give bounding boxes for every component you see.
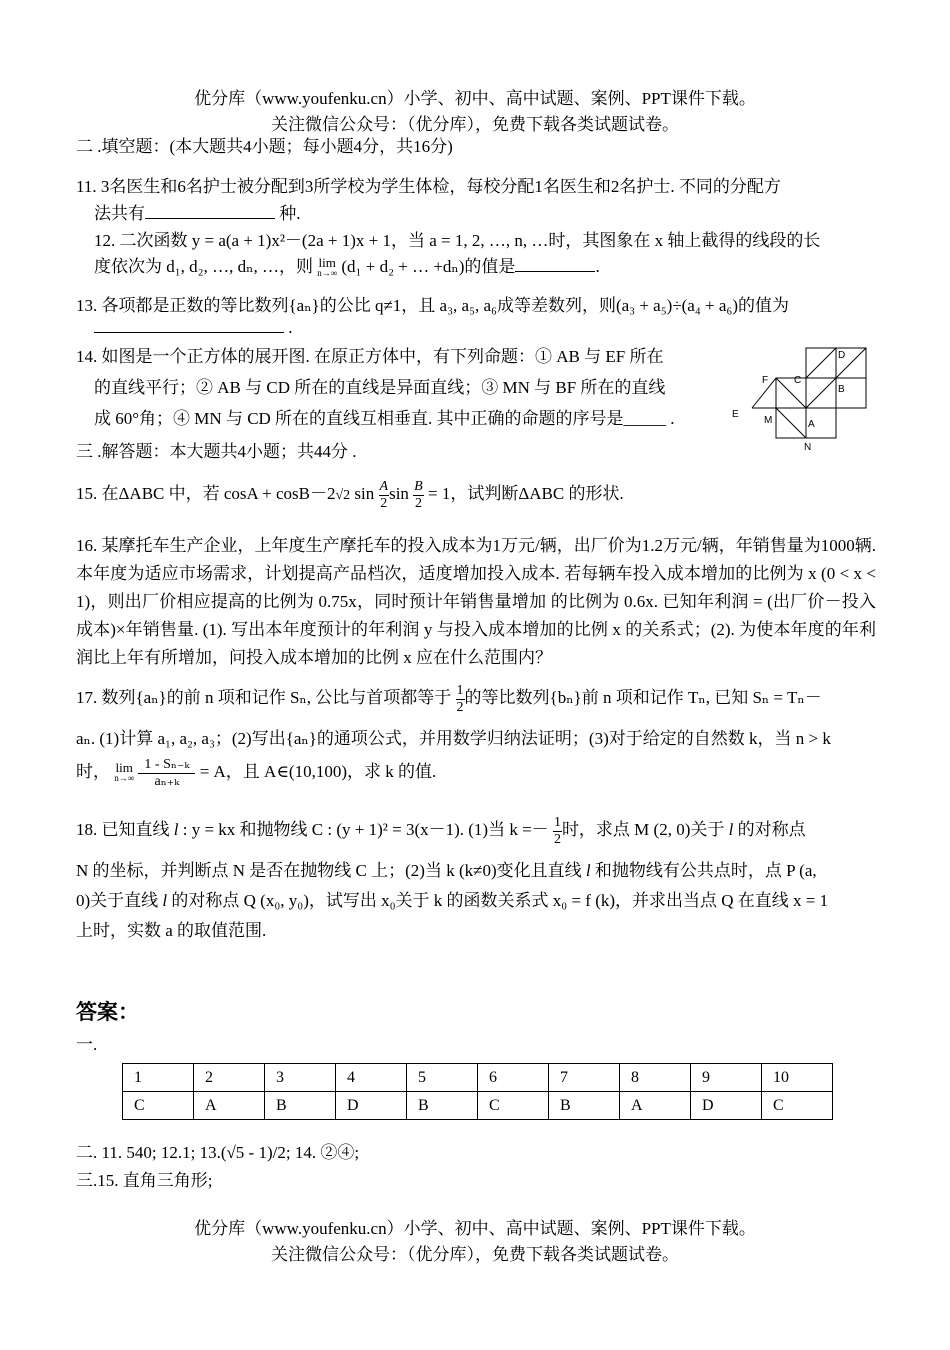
q15-sin-2: sin (389, 484, 409, 503)
q12-line-2 (94, 252, 600, 279)
label-a: A (808, 419, 815, 430)
answer-num-cell: 8 (620, 1064, 691, 1092)
answer-num-cell: 10 (762, 1064, 833, 1092)
q12-text-a: 度依次为 d₁, d₂, …, dₙ, …，则 (94, 257, 313, 276)
q17-limit (114, 762, 134, 784)
answer-value-cell: D (691, 1092, 762, 1120)
answers-part-3: 三.15. 直角三角形; (76, 1171, 213, 1190)
q15-text-a: 15. 在ΔABC 中，若 cosA + cosB－2 (76, 484, 336, 503)
q17-text-d: = A，且 A∈(10,100)，求 k 的值. (195, 762, 437, 781)
q11-text-a: 法共有 (94, 204, 145, 223)
label-c: C (794, 375, 802, 386)
q18-line-1 (76, 810, 806, 850)
q17-frac-den: aₙ₊ₖ (154, 773, 180, 789)
answer-value-cell: B (549, 1092, 620, 1120)
header-line-1: 优分库（www.youfenku.cn）小学、初中、高中试题、案例、PPT课件下载。 (194, 89, 756, 108)
q18-text-c: 时，求点 M (2, 0)关于 (561, 820, 729, 839)
q11-blank (145, 204, 275, 219)
q15-text-b: = 1，试判断ΔABC 的形状. (423, 484, 624, 503)
q18-line-2 (76, 856, 817, 881)
answers-row-numbers (123, 1064, 833, 1092)
q17-line-3 (76, 752, 436, 792)
answer-value-cell: A (620, 1092, 691, 1120)
answer-num-cell: 6 (478, 1064, 549, 1092)
q17-frac-num: 1 - Sₙ₋ₖ (138, 757, 195, 774)
label-e: E (732, 409, 739, 420)
answer-num-cell: 7 (549, 1064, 620, 1092)
q15-sqrt: √2 (335, 488, 351, 503)
footer-line-1: 优分库（www.youfenku.cn）小学、初中、高中试题、案例、PPT课件下载。 (194, 1219, 756, 1238)
label-m: M (764, 415, 773, 426)
label-f: F (762, 375, 769, 386)
q12-lim-word: lim (318, 255, 336, 271)
q17-lim-sub: n→∞ (114, 773, 135, 784)
q17-half-den: 2 (456, 699, 464, 715)
q13-line-2 (94, 318, 293, 338)
cube-net-figure (728, 344, 878, 456)
q18-text-f: 和抛物线有公共点时，点 P (a, (590, 861, 817, 880)
q18-line-3 (76, 886, 828, 911)
q14-line-2: 的直线平行；② AB 与 CD 所在的直线是异面直线；③ MN 与 BF 所在的直线 (94, 378, 666, 397)
q15-frac-a (379, 479, 390, 512)
q18-l-4: l (162, 891, 168, 910)
answer-num-cell: 2 (194, 1064, 265, 1092)
q18-l-3: l (585, 861, 591, 880)
q18-text-a: 18. 已知直线 (76, 820, 174, 839)
q17-text-c: 时， (76, 762, 110, 781)
section-2-title: 二 .填空题：(本大题共4小题；每小题4分，共16分) (76, 137, 453, 156)
label-d: D (838, 350, 846, 361)
answers-table (122, 1063, 833, 1120)
q15-frac-b-num: B (414, 478, 423, 494)
q17-text-a: 17. 数列{aₙ}的前 n 项和记作 Sₙ, 公比与首项都等于 (76, 688, 452, 707)
answer-value-cell: B (407, 1092, 478, 1120)
q15-frac-a-den: 2 (380, 495, 388, 511)
q17-lim-word: lim (115, 760, 133, 776)
q14-line-1: 14. 如图是一个正方体的展开图. 在原正方体中，有下列命题：① AB 与 EF 所在 (76, 347, 664, 366)
q11-text-b: 种. (275, 204, 301, 223)
q17-half (456, 683, 465, 716)
q12-lim-sub: n→∞ (317, 268, 338, 279)
label-n: N (804, 442, 812, 453)
q18-half (553, 815, 562, 848)
q12-blank (515, 257, 595, 272)
q18-l-2: l (728, 820, 734, 839)
section-3-title: 三 .解答题：本大题共4小题；共44分 . (76, 442, 357, 461)
q13-text: . (284, 318, 293, 337)
answers-part-2: 二. 11. 540; 12.1; 13.(√5 - 1)/2; 14. ②④; (76, 1143, 360, 1162)
q17-line-1 (76, 678, 822, 718)
answer-num-cell: 4 (336, 1064, 407, 1092)
answer-value-cell: C (478, 1092, 549, 1120)
q12-text-c: . (595, 257, 600, 276)
q17-half-num: 1 (456, 682, 464, 698)
q15-frac-b (413, 479, 424, 512)
q18-text-b: : y = kx 和抛物线 C : (y + 1)² = 3(x－1). (1)当 k =－ (178, 820, 549, 839)
answer-value-cell: B (265, 1092, 336, 1120)
q12-text-b: (d₁ + d₂ + … +dₙ)的值是 (341, 257, 516, 276)
answers-part-1: 一. (76, 1035, 98, 1054)
q17-text-b: 的等比数列{bₙ}前 n 项和记作 Tₙ, 已知 Sₙ = Tₙ－ (464, 688, 822, 707)
label-b: B (838, 384, 845, 395)
answer-num-cell: 9 (691, 1064, 762, 1092)
q18-text-e: N 的坐标，并判断点 N 是否在抛物线 C 上；(2)当 k (k≠0)变化且直线 (76, 861, 586, 880)
answers-row-values (123, 1092, 833, 1120)
q15-frac-a-num: A (379, 478, 389, 494)
answers-title: 答案： (76, 1001, 139, 1024)
q18-text-d: 的对称点 (733, 820, 806, 839)
q18-half-den: 2 (553, 831, 561, 847)
q11-line-1: 11. 3名医生和6名护士被分配到3所学校为学生体检，每校分配1名医生和2名护士. 不同的分配方 (76, 177, 781, 196)
answer-value-cell: D (336, 1092, 407, 1120)
answer-num-cell: 3 (265, 1064, 336, 1092)
q17-fraction (138, 757, 195, 790)
q12-limit (317, 257, 337, 279)
q12-line-1: 12. 二次函数 y = a(a + 1)x²－(2a + 1)x + 1，当 a = 1, 2, …, n, …时，其图象在 x 轴上截得的线段的长 (94, 231, 821, 250)
q18-text-h: 的对称点 Q (x₀, y₀)，试写出 x₀关于 k 的函数关系式 x₀ = f (k)，并求出当点 Q 在直线 x = 1 (167, 891, 829, 910)
q13-blank (94, 318, 284, 333)
answer-value-cell: C (123, 1092, 194, 1120)
q17-line-2: aₙ. (1)计算 a₁, a₂, a₃；(2)写出{aₙ}的通项公式，并用数学归纳法证明；(3)对于给定的自然数 k，当 n > k (76, 729, 831, 748)
q13-line-1: 13. 各项都是正数的等比数列{aₙ}的公比 q≠1，且 a₃, a₅, a₆成等差数列，则(a₃ + a₅)÷(a₄ + a₆)的值为 (76, 296, 790, 315)
q18-half-num: 1 (553, 814, 561, 830)
q15-frac-b-den: 2 (414, 495, 422, 511)
q15-sin-1: sin (350, 484, 375, 503)
answer-value-cell: C (762, 1092, 833, 1120)
answer-value-cell: A (194, 1092, 265, 1120)
footer-line-2: 关注微信公众号：（优分库），免费下载各类试题试卷。 (271, 1245, 679, 1264)
answer-num-cell: 1 (123, 1064, 194, 1092)
q18-text-g: 0)关于直线 (76, 891, 163, 910)
q15-line (76, 474, 624, 516)
q18-line-4: 上时，实数 a 的取值范围. (76, 921, 267, 940)
q14-line-3: 成 60°角；④ MN 与 CD 所在的直线互相垂直. 其中正确的命题的序号是_____ . (94, 409, 675, 428)
answer-num-cell: 5 (407, 1064, 478, 1092)
q11-line-2 (94, 199, 301, 224)
q16-paragraph: 16. 某摩托车生产企业，上年度生产摩托车的投入成本为1万元/辆，出厂价为1.2万元/辆，年销售量为1000辆. 本年度为适应市场需求，计划提高产品档次，适度增加投入成本. 若每辆车投入成本增加的比例为 x (0 < x < 1)，则出厂价相应提高的比例为 0.75x，同时预计年销售量增加 的比例为 0.6x. 已知年利润 = (出厂价－投入成本)×年销售量. (1). 写出本年度预计的年利润 y 与投入成本增加的比例 x 的关系式；(2). 为使本年度的年利润比上年有所增加，问投入成本增加的比例 x 应在什么范围内？ (76, 536, 876, 667)
q18-l-1: l (173, 820, 179, 839)
header-line-2: 关注微信公众号：（优分库），免费下载各类试题试卷。 (271, 115, 679, 134)
